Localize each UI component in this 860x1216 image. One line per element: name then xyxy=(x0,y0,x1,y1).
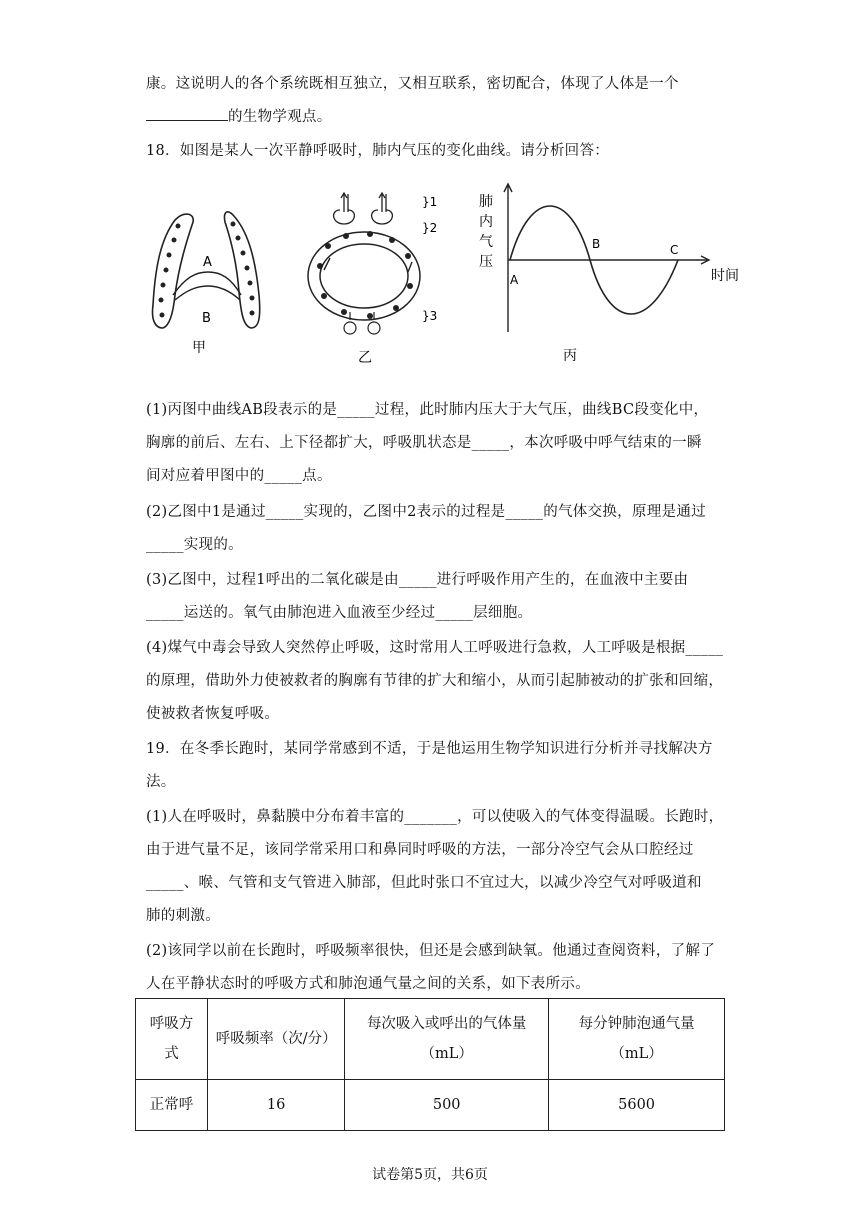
q18-p2-line-1: (2)乙图中1是通过_____实现的，乙图中2表示的过程是_____的气体交换，原理是通过 xyxy=(146,504,706,520)
q18-p1-line-3: 间对应着甲图中的_____点。 xyxy=(146,468,332,484)
q18-p4-line-3: 使被救者恢复呼吸。 xyxy=(146,706,280,722)
table-header-cell: 呼吸方 式 xyxy=(136,999,208,1080)
ylabel-3: 气 xyxy=(479,234,493,250)
answer-blank[interactable] xyxy=(146,106,228,121)
q19-p1-line-3: _____、喉、气管和支气管进入肺部，但此时张口不宜过大，以减少冷空气对呼吸道和 xyxy=(146,875,702,891)
table-header-cell: 每分钟肺泡通气量 （mL） xyxy=(549,999,725,1080)
flow-arrows xyxy=(324,258,412,272)
q18-p4-line-1: (4)煤气中毒会导致人突然停止呼吸，这时常用人工呼吸进行急救，人工呼吸是根据_____ xyxy=(146,640,724,656)
figure-bing xyxy=(475,180,755,370)
q19-p2-line-2: 人在平静状态时的呼吸方式和肺泡通气量之间的关系，如下表所示。 xyxy=(146,976,590,992)
capillary-outer xyxy=(308,232,420,320)
figure-jia xyxy=(145,200,275,360)
tissue-cells xyxy=(344,312,380,334)
table-cell: 16 xyxy=(208,1080,345,1131)
label-a: A xyxy=(203,255,212,270)
page-footer: 试卷第5页，共6页 xyxy=(372,1167,488,1183)
rib-dots-right xyxy=(231,222,255,316)
label-3: }3 xyxy=(422,309,438,323)
rib-dots-left xyxy=(159,224,181,318)
q18-p3-line-1: (3)乙图中，过程1呼出的二氧化碳是由_____进行呼吸作用产生的，在血液中主要由 xyxy=(146,572,689,588)
table-cell: 正常呼 xyxy=(136,1080,208,1131)
table-row xyxy=(136,1080,725,1131)
ylabel-1: 肺 xyxy=(479,194,493,210)
intro-line-2-text: 的生物学观点。 xyxy=(228,109,332,125)
q18-p1-line-1: (1)丙图中曲线AB段表示的是_____过程，此时肺内压大于大气压，曲线BC段变化中， xyxy=(146,402,709,418)
xlabel: 时间 xyxy=(711,268,739,284)
caption-bing: 丙 xyxy=(563,348,577,364)
q19-stem-line-2: 法。 xyxy=(146,774,176,790)
q19-p2-line-1: (2)该同学以前在长跑时，呼吸频率很快，但还是会感到缺氧。他通过查阅资料，了解了 xyxy=(146,943,716,959)
label-1: }1 xyxy=(422,195,438,209)
q18-stem: 18．如图是某人一次平静呼吸时，肺内气压的变化曲线。请分析回答： xyxy=(146,143,610,159)
diaphragm-b xyxy=(175,286,240,300)
intro-line-1: 康。这说明人的各个系统既相互独立，又相互联系，密切配合，体现了人体是一个 xyxy=(146,76,679,92)
table-header-row xyxy=(136,999,725,1080)
diaphragm-a xyxy=(173,272,241,295)
point-a: A xyxy=(510,273,519,287)
table-cell: 500 xyxy=(345,1080,549,1131)
ventilation-table xyxy=(135,998,725,1131)
label-b: B xyxy=(202,311,211,326)
table-header-cell: 每次吸入或呼出的气体量 （mL） xyxy=(345,999,549,1080)
q18-p3-line-2: _____运送的。氧气由肺泡进入血液至少经过_____层细胞。 xyxy=(146,605,533,621)
q19-p1-line-4: 肺的刺激。 xyxy=(146,908,220,924)
alveoli-top xyxy=(334,193,393,224)
q18-p1-line-2: 胸廓的前后、左右、上下径都扩大，呼吸肌状态是_____，本次呼吸中呼气结束的一瞬 xyxy=(146,435,702,451)
q18-p4-line-2: 的原理，借助外力使被救者的胸廓有节律的扩大和缩小，从而引起肺被动的扩张和回缩， xyxy=(146,673,724,689)
caption-yi: 乙 xyxy=(358,350,372,366)
ylabel-4: 压 xyxy=(479,254,493,270)
point-b: B xyxy=(592,237,601,251)
caption-jia: 甲 xyxy=(192,340,206,356)
left-chest-wall xyxy=(152,214,193,328)
table-header-cell: 呼吸频率（次/分） xyxy=(208,999,345,1080)
label-2: }2 xyxy=(422,221,438,235)
q18-p2-line-2: _____实现的。 xyxy=(146,537,243,553)
point-c: C xyxy=(670,243,679,257)
q19-p1-line-2: 由于进气量不足，该同学常采用口和鼻同时呼吸的方法，一部分冷空气会从口腔经过 xyxy=(146,842,694,858)
right-chest-wall xyxy=(224,212,259,328)
capillary-inner xyxy=(320,244,408,308)
figure-yi xyxy=(300,188,450,368)
intro-line-2 xyxy=(146,106,332,127)
table-cell: 5600 xyxy=(549,1080,725,1131)
q19-p1-line-1: (1)人在呼吸时，鼻黏膜中分布着丰富的_______，可以使吸入的气体变得温暖。长跑时， xyxy=(146,809,724,825)
ylabel-2: 内 xyxy=(479,214,493,230)
q19-stem-line-1: 19．在冬季长跑时，某同学常感到不适，于是他运用生物学知识进行分析并寻找解决方 xyxy=(146,741,713,757)
